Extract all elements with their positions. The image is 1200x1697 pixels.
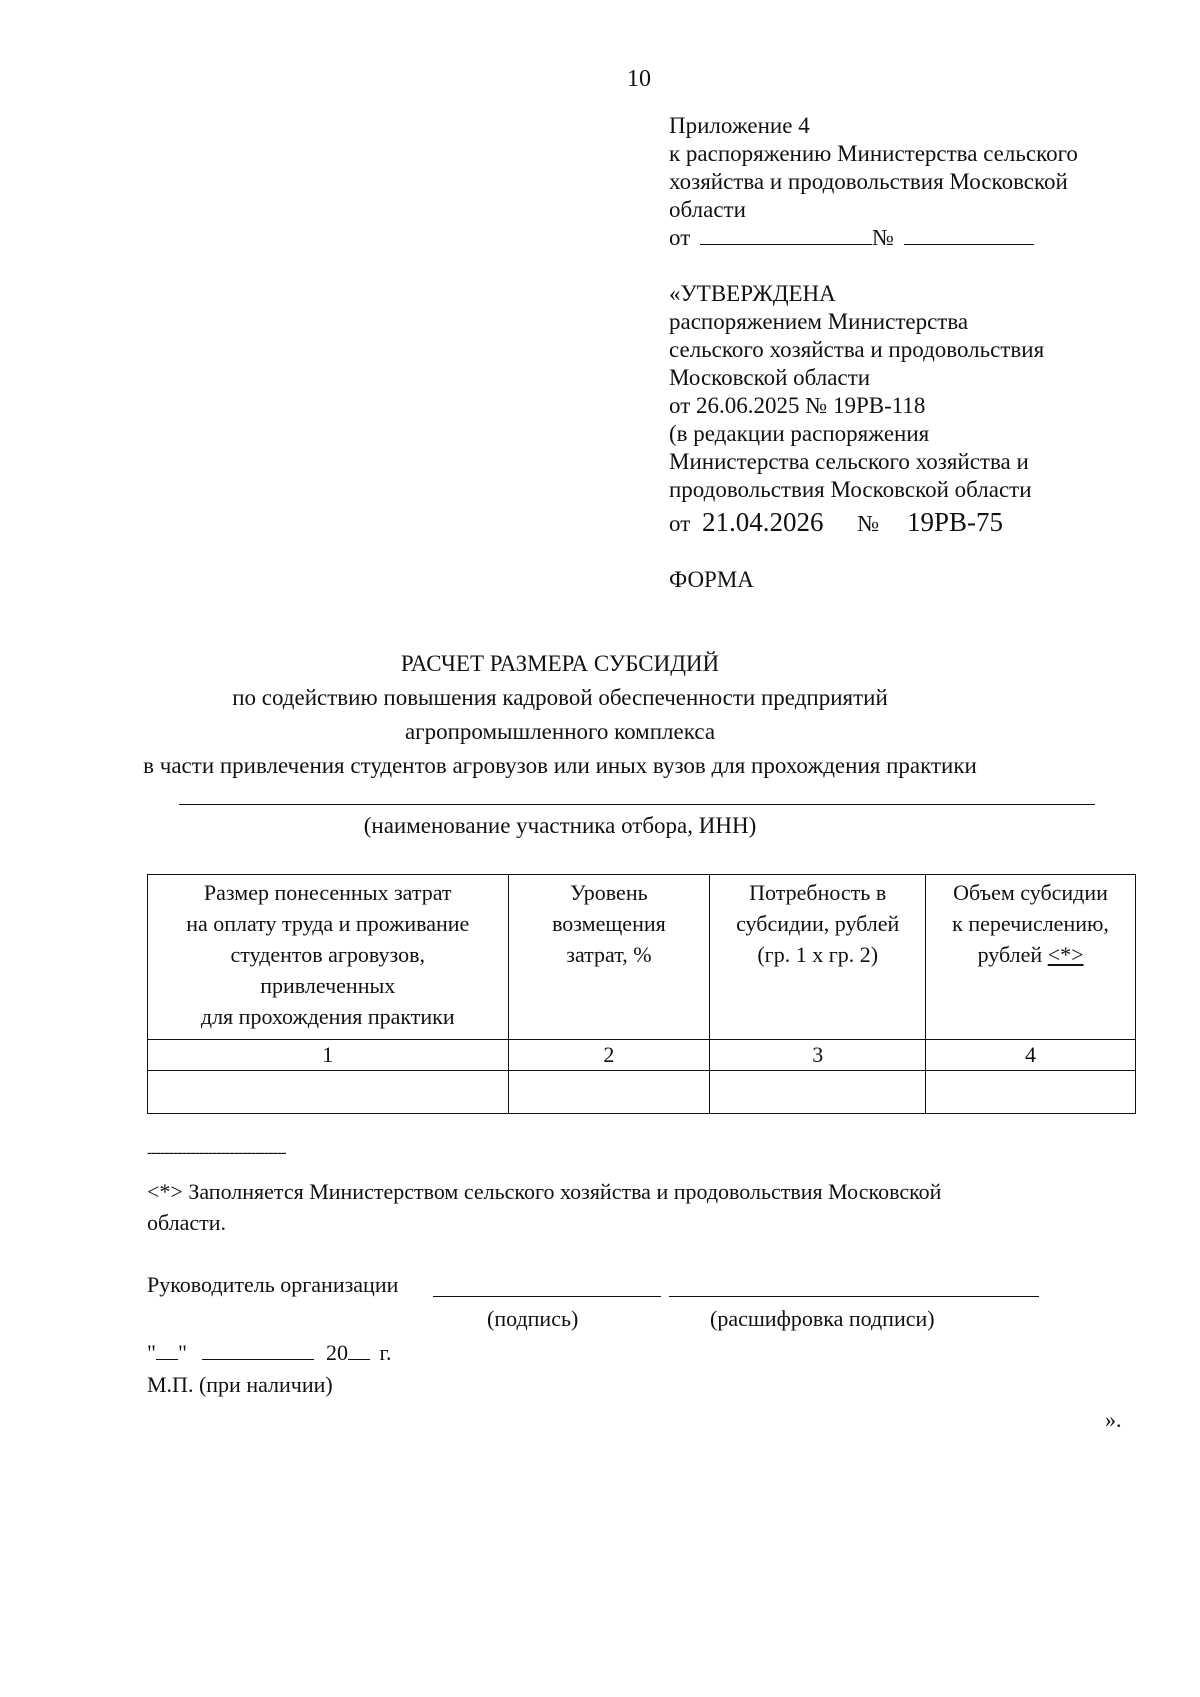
document-title — [0, 647, 1200, 783]
header-text: привлеченных — [260, 973, 396, 998]
approval-date: 21.04.2026 — [702, 507, 824, 537]
table-row — [148, 1071, 1136, 1114]
seal-label: М.П. (при наличии) — [147, 1372, 333, 1397]
appendix-date-prefix: от — [669, 225, 691, 250]
table-cell — [710, 1071, 926, 1114]
appendix-line: к распоряжению Министерства сельского — [669, 141, 1078, 166]
header-text: на оплату труда и проживание — [186, 911, 470, 936]
approval-line: Московской области — [669, 365, 871, 390]
header-text: Размер понесенных затрат — [203, 880, 452, 905]
appendix-date-blank — [700, 224, 872, 245]
participant-name-line — [179, 804, 1095, 805]
header-text — [930, 939, 1131, 970]
calculation-table — [147, 874, 1136, 1114]
year-blank — [348, 1341, 370, 1360]
header-text: студентов агровузов, — [230, 942, 426, 967]
signature-caption: (подпись) — [487, 1306, 579, 1331]
column-number: 3 — [710, 1040, 926, 1071]
approval-number-sign: № — [857, 511, 880, 536]
appendix-line: хозяйства и продовольствия Московской — [669, 169, 1068, 194]
title-main: РАСЧЕТ РАЗМЕРА СУБСИДИЙ — [400, 651, 720, 676]
page-number: 10 — [627, 66, 651, 92]
table-cell — [148, 1071, 509, 1114]
header-text: затрат, % — [566, 942, 652, 967]
column-number: 4 — [926, 1040, 1136, 1071]
signature-line — [433, 1296, 661, 1297]
appendix-number-sign: № — [872, 225, 894, 250]
participant-caption: (наименование участника отбора, ИНН) — [363, 813, 757, 838]
title-line: в части привлечения студентов агровузов или иных вузов для прохождения практики — [143, 753, 977, 778]
approval-line: продовольствия Московской области — [669, 477, 1032, 502]
approval-line: (в редакции распоряжения — [669, 421, 930, 446]
participant-caption-wrap — [0, 813, 1200, 839]
title-line: агропромышленного комплекса — [404, 719, 716, 744]
footnote-reference: <*> — [1047, 942, 1084, 967]
header-cell-volume — [926, 875, 1136, 1040]
approval-line: «УТВЕРЖДЕНА — [669, 281, 836, 306]
header-text: Объем субсидии — [953, 880, 1108, 905]
table-cell — [508, 1071, 710, 1114]
title-line: по содействию повышения кадровой обеспеченности предприятий — [232, 685, 888, 710]
appendix-block — [669, 112, 1078, 252]
approval-block — [669, 280, 1044, 538]
appendix-line: Приложение 4 — [669, 113, 810, 138]
header-cell-rate — [508, 875, 710, 1040]
table-cell — [926, 1071, 1136, 1114]
date-close-quote: " — [177, 1340, 187, 1365]
column-number: 2 — [508, 1040, 710, 1071]
approval-line: распоряжением Министерства — [669, 309, 969, 334]
header-cell-costs — [148, 875, 509, 1040]
year-prefix: 20 — [325, 1340, 348, 1365]
approval-number: 19РВ-75 — [906, 507, 1003, 537]
appendix-line: области — [669, 197, 746, 222]
footnote-line: <*> Заполняется Министерством сельского хозяйства и продовольствия Московской — [147, 1179, 942, 1204]
approval-line: от 26.06.2025 № 19РВ-118 — [669, 393, 926, 418]
footnote-separator: -------------------------------- — [147, 1144, 286, 1161]
header-text: возмещения — [552, 911, 666, 936]
column-number: 1 — [148, 1040, 509, 1071]
table-header-row — [148, 875, 1136, 1040]
header-text: для прохождения практики — [200, 1004, 455, 1029]
closing-mark: ». — [1105, 1407, 1122, 1432]
date-open-quote: " — [147, 1340, 156, 1365]
month-blank — [202, 1341, 314, 1360]
decoding-caption: (расшифровка подписи) — [710, 1306, 935, 1331]
approval-line: сельского хозяйства и продовольствия — [669, 337, 1045, 362]
date-row — [147, 1340, 392, 1366]
header-cell-need — [710, 875, 926, 1040]
header-text: субсидии, рублей — [736, 911, 900, 936]
approval-line: Министерства сельского хозяйства и — [669, 449, 1029, 474]
form-label: ФОРМА — [669, 567, 754, 592]
header-text-part: рублей — [977, 942, 1043, 967]
header-text: Потребность в — [749, 880, 887, 905]
day-blank — [156, 1341, 178, 1360]
head-label: Руководитель организации — [147, 1272, 399, 1297]
appendix-number-blank — [904, 224, 1034, 245]
signature-decoding-line — [669, 1296, 1039, 1297]
header-text: к перечислению, — [952, 911, 1109, 936]
year-suffix: г. — [379, 1340, 392, 1365]
footnote-text — [147, 1176, 941, 1238]
approval-date-row — [669, 508, 1044, 538]
appendix-date-row — [669, 224, 1078, 252]
footnote-line: области. — [147, 1210, 227, 1235]
header-text: Уровень — [570, 880, 648, 905]
table-number-row — [148, 1040, 1136, 1071]
header-text: (гр. 1 x гр. 2) — [757, 942, 879, 967]
approval-date-prefix: от — [669, 511, 691, 536]
